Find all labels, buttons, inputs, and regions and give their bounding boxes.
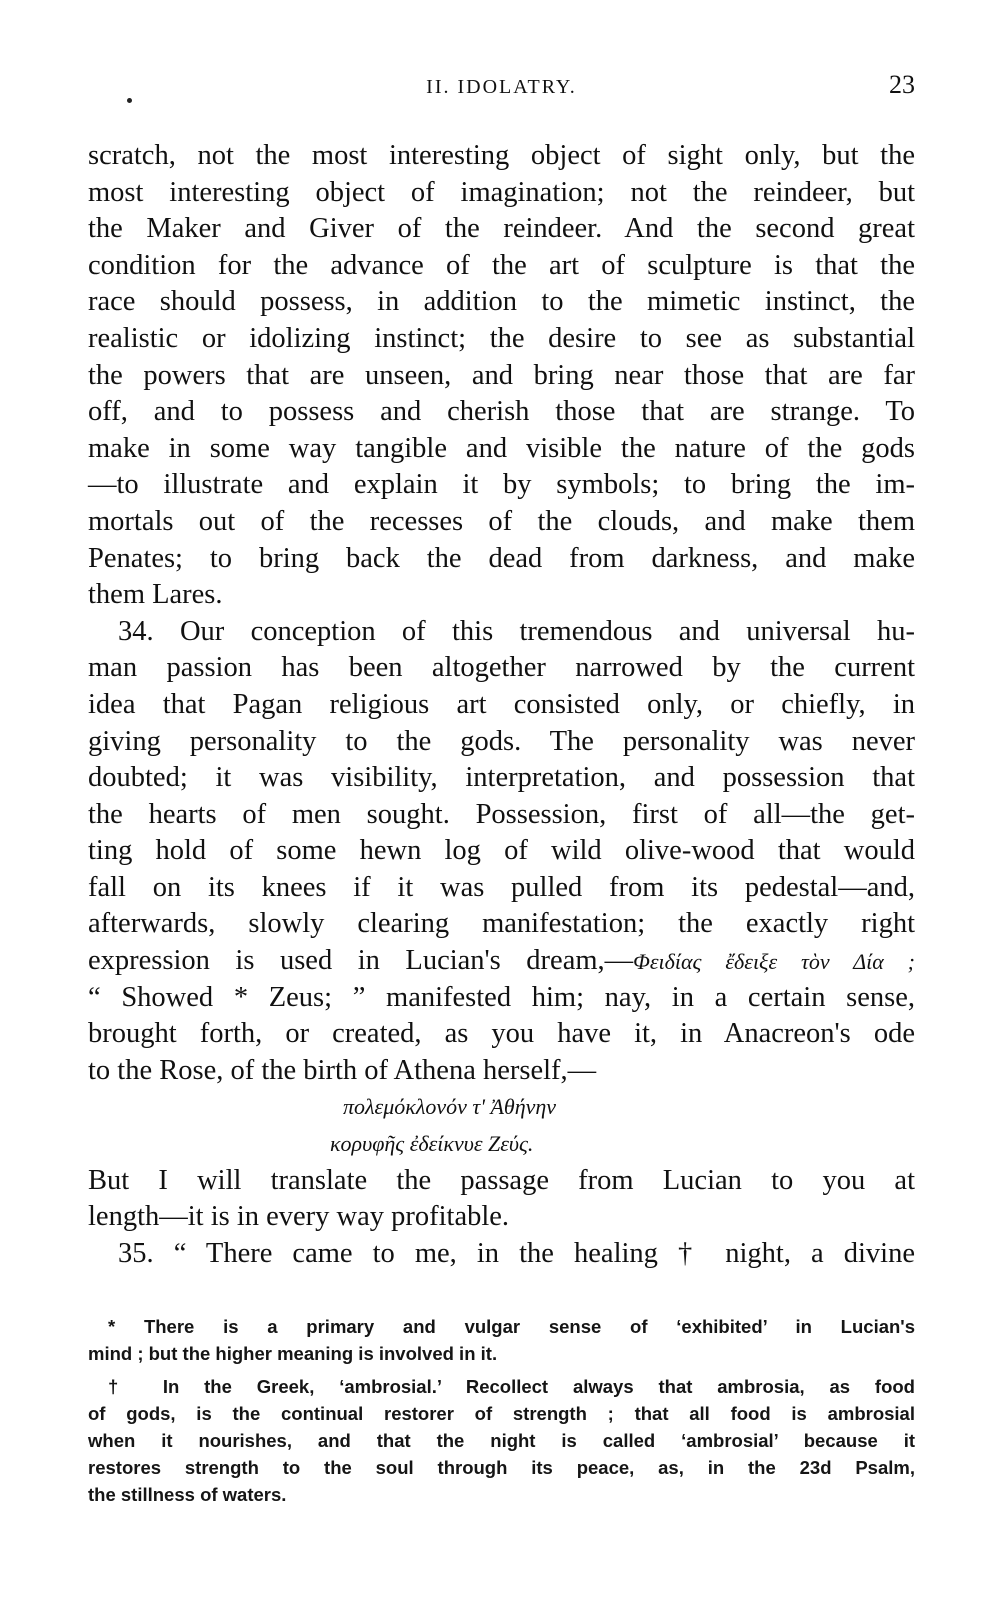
text-line: the powers that are unseen, and bring near those that are far	[88, 359, 915, 391]
text-line: scratch, not the most interesting object of sight only, but the	[88, 140, 915, 171]
text-line: to the Rose, of the birth of Athena herself,—	[88, 1054, 597, 1086]
text-line: idea that Pagan religious art consisted only, or chiefly, in	[88, 688, 915, 720]
text-line: afterwards, slowly clearing manifestation; the exactly right	[88, 908, 915, 940]
text-line: brought forth, or created, as you have it, in Anacreon's ode	[88, 1018, 915, 1050]
text-line: ting hold of some hewn log of wild olive-wood that would	[88, 835, 915, 867]
text-line: the Maker and Giver of the reindeer. And the second great	[88, 213, 915, 245]
footnotes	[88, 1313, 915, 1508]
text-line: realistic or idolizing instinct; the desire to see as substantial	[88, 322, 915, 354]
text-line: —to illustrate and explain it by symbols; to bring the im-	[88, 469, 915, 501]
footnote-line: mind ; but the higher meaning is involved in it.	[88, 1343, 498, 1364]
greek-quote: Φειδίας ἔδειξε τὸν Δία ;	[633, 949, 915, 975]
text-line: fall on its knees if it was pulled from its pedestal—and,	[88, 871, 915, 903]
text-line-with-greek	[88, 943, 915, 980]
footnote-dagger: † In the Greek, ‘ambrosial.’ Recollect always that ambrosia, as food	[108, 1376, 915, 1397]
footnote-line: restores strength to the soul through its peace, as, in the 23d Psalm,	[88, 1457, 915, 1478]
text-line: But I will translate the passage from Lucian to you at	[88, 1164, 915, 1196]
greek-verse-line: πολεμόκλονόν τ' Ἀθήνην	[343, 1094, 557, 1120]
text-line: man passion has been altogether narrowed by the current	[88, 652, 915, 684]
running-header	[88, 70, 915, 104]
text-line: off, and to possess and cherish those that are strange. To	[88, 396, 915, 428]
text-line: Penates; to bring back the dead from darkness, and make	[88, 542, 915, 574]
text-line: them Lares.	[88, 579, 223, 611]
footnote-asterisk: * There is a primary and vulgar sense of ‘exhibited’ in Lucian's	[108, 1316, 915, 1337]
paragraph-34-start: 34. Our conception of this tremendous and universal hu-	[118, 615, 915, 647]
greek-verse-line: κορυφῆς ἐδείκνυε Ζεύς.	[330, 1131, 534, 1157]
text-line: the hearts of men sought. Possession, first of all—the get-	[88, 798, 915, 830]
text-line: length—it is in every way profitable.	[88, 1201, 510, 1233]
text-line: most interesting object of imagination; not the reindeer, but	[88, 176, 915, 208]
text-fragment: expression is used in Lucian's dream,—	[88, 945, 634, 977]
footnote-line: when it nourishes, and that the night is called ‘ambrosial’ because it	[88, 1430, 915, 1451]
paragraph-35-start: 35. “ There came to me, in the healing † night, a divine	[118, 1237, 915, 1269]
page-number: 23	[889, 70, 915, 99]
text-line: doubted; it was visibility, interpretation, and possession that	[88, 762, 915, 794]
text-line: giving personality to the gods. The personality was never	[88, 725, 915, 757]
text-line: “ Showed * Zeus; ” manifested him; nay, in a certain sense,	[88, 981, 915, 1013]
body-text	[88, 138, 915, 1272]
footnote-line: the stillness of waters.	[88, 1484, 287, 1505]
text-line: race should possess, in addition to the mimetic instinct, the	[88, 286, 915, 318]
text-line: mortals out of the recesses of the clouds, and make them	[88, 505, 915, 537]
footnote-line: of gods, is the continual restorer of strength ; that all food is ambrosial	[88, 1403, 915, 1424]
ink-speck	[127, 98, 132, 103]
text-line: make in some way tangible and visible the nature of the gods	[88, 432, 915, 464]
text-line: condition for the advance of the art of sculpture is that the	[88, 249, 915, 281]
running-title: II. IDOLATRY.	[426, 76, 577, 98]
